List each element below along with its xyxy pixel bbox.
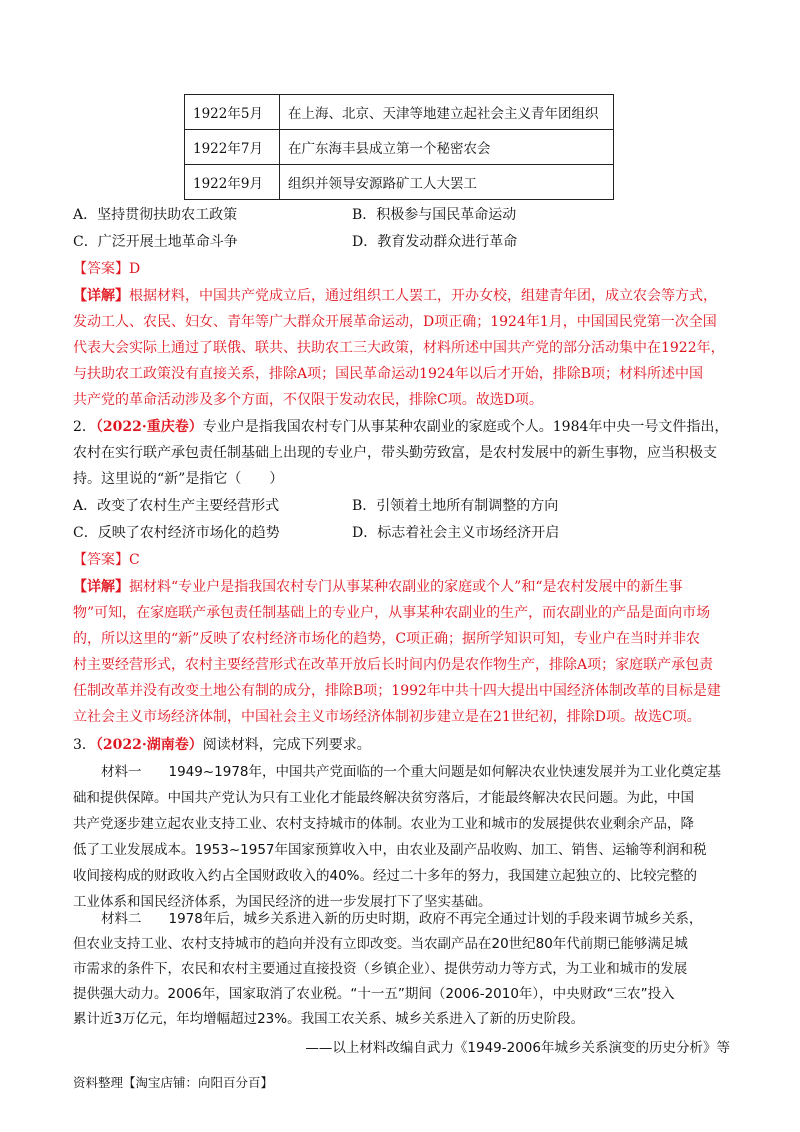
q2-detail-tag: 【详解】 xyxy=(73,579,129,595)
q1-answer: 【答案】D xyxy=(73,261,141,277)
table-cell-event: 在广东海丰县成立第一个秘密农会 xyxy=(280,130,614,165)
material-citation: ——以上材料改编自武力《1949-2006年城乡关系演变的历史分析》等 xyxy=(305,1040,730,1056)
material-1-line: 共产党逐步建立起农业支持工业、农村支持城市的体制。农业为工业和城市的发展提供农业剩余产品，降 xyxy=(73,816,694,832)
table-row xyxy=(185,130,614,165)
material-1-line: 础和提供保障。中国共产党认为只有工业化才能最终解决贫穷落后，才能最终解决农民问题。为此，中国 xyxy=(73,790,694,806)
q1-option-c: C．广泛开展土地革命斗争 xyxy=(73,234,238,250)
q1-option-d: D．教育发动群众进行革命 xyxy=(352,234,518,250)
q2-detail-line: 【详解】据材料“专业户是指我国农村专门从事某种农副业的家庭或个人”和“是农村发展中的新生事 xyxy=(73,579,683,595)
material-2-line: 提供强大动力。2006年，国家取消了农业税。“十一五”期间（2006-2010年），中央财政“三农”投入 xyxy=(73,986,675,1002)
q1-detail-line: 共产党的革命活动涉及多个方面，不仅限于发动农民，排除C项。故选D项。 xyxy=(73,392,543,408)
material-2-line: 但农业支持工业、农村支持城市的趋向并没有立即改变。当农副产品在20世纪80年代前期已能够满足城 xyxy=(73,936,688,952)
table-cell-event: 组织并领导安源路矿工人大罢工 xyxy=(280,165,614,200)
q3-source: （2022·湖南卷） xyxy=(95,737,203,753)
q2-detail-line: 物”可知，在家庭联产承包责任制基础上的专业户，从事某种农副业的生产，而农副业的产品是面向市场 xyxy=(73,605,711,621)
material-2-line: 材料二 1978年后，城乡关系进入新的历史时期，政府不再完全通过计划的手段来调节城乡关系， xyxy=(101,911,703,927)
q2-stem-line: 农村在实行联产承包责任制基础上出现的专业户，带头勤劳致富，是农村发展中的新生事物，应当积极支 xyxy=(73,445,717,461)
material-2-line: 累计近3万亿元，年均增幅超过23%。我国工农关系、城乡关系进入了新的历史阶段。 xyxy=(73,1011,585,1027)
q2-option-d: D．标志着社会主义市场经济开启 xyxy=(352,525,560,541)
q2-detail-line: 立社会主义市场经济体制，中国社会主义市场经济体制初步建立是在21世纪初，排除D项。故选C项。 xyxy=(73,709,701,725)
q3-stem-line: 3．（2022·湖南卷）阅读材料，完成下列要求。 xyxy=(73,737,371,753)
q1-detail-tag: 【详解】 xyxy=(73,288,129,304)
q1-detail-line: 代表大会实际上通过了联俄、联共、扶助农工三大政策，材料所述中国共产党的部分活动集中在1922年， xyxy=(73,340,725,356)
table-row xyxy=(185,165,614,200)
material-1-line: 收间接构成的财政收入约占全国财政收入的40%。经过二十多年的努力，我国建立起独立的、比较完整的 xyxy=(73,868,698,884)
q2-answer: 【答案】C xyxy=(73,552,140,568)
material-1-line: 低了工业发展成本。1953~1957年国家预算收入中，由农业及副产品收购、加工、销售、运输等利润和税 xyxy=(73,842,707,858)
table-row xyxy=(185,95,614,130)
q2-detail-line: 村主要经营形式，农村主要经营形式在改革开放后长时间内仍是农作物生产，排除A项；家庭联产承包责 xyxy=(73,657,714,673)
q1-option-a: A．坚持贯彻扶助农工政策 xyxy=(73,207,238,223)
material-1-line: 材料一 1949~1978年，中国共产党面临的一个重大问题是如何解决农业快速发展并为工业化奠定基 xyxy=(101,764,722,780)
q2-option-b: B．引领着土地所有制调整的方向 xyxy=(352,498,559,514)
q2-stem-line: 2．（2022·重庆卷）专业户是指我国农村专门从事某种农副业的家庭或个人。1984年中央一号文件指出， xyxy=(73,419,729,435)
q2-stem-line: 持。这里说的“新”是指它（ ） xyxy=(73,471,284,487)
material-1-line: 工业体系和国民经济体系，为国民经济的进一步发展打下了坚实基础。 xyxy=(73,894,492,910)
q2-detail-line: 任制改革并没有改变土地公有制的成分，排除B项；1992年中共十四大提出中国经济体制改革的目标是建 xyxy=(73,683,721,699)
q2-detail-line: 的，所以这里的“新”反映了农村经济市场化的趋势，C项正确；据所学知识可知，专业户在当时并非农 xyxy=(73,631,701,647)
page-footer: 资料整理【淘宝店铺：向阳百分百】 xyxy=(73,1075,274,1090)
table-cell-date: 1922年5月 xyxy=(185,95,280,130)
table-cell-date: 1922年7月 xyxy=(185,130,280,165)
material-2-line: 市需求的条件下，农民和农村主要通过直接投资（乡镇企业）、提供劳动力等方式，为工业和城市的发展 xyxy=(73,961,688,977)
q1-detail-line: 【详解】根据材料，中国共产党成立后，通过组织工人罢工，开办女校，组建青年团，成立农会等方式， xyxy=(73,288,717,304)
events-table xyxy=(184,94,614,200)
q1-detail-line: 发动工人、农民、妇女、青年等广大群众开展革命运动，D项正确；1924年1月，中国国民党第一次全国 xyxy=(73,314,717,330)
q1-detail-line: 与扶助农工政策没有直接关系，排除A项；国民革命运动1924年以后才开始，排除B项；材料所述中国 xyxy=(73,366,704,382)
q2-option-a: A．改变了农村生产主要经营形式 xyxy=(73,498,280,514)
q2-source: （2022·重庆卷） xyxy=(95,419,203,435)
table-cell-event: 在上海、北京、天津等地建立起社会主义青年团组织 xyxy=(280,95,614,130)
q2-option-c: C．反映了农村经济市场化的趋势 xyxy=(73,525,280,541)
table-cell-date: 1922年9月 xyxy=(185,165,280,200)
q1-option-b: B．积极参与国民革命运动 xyxy=(352,207,517,223)
